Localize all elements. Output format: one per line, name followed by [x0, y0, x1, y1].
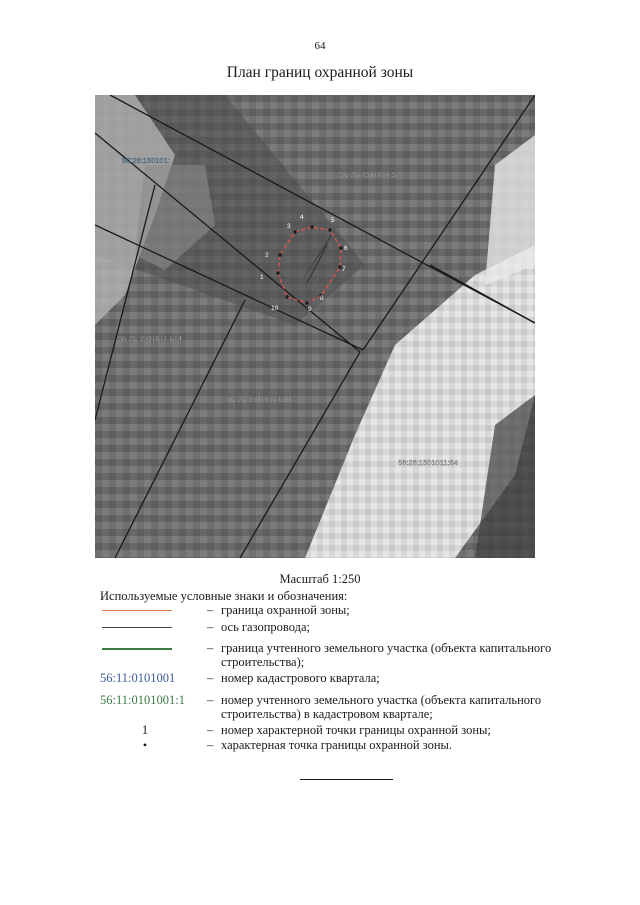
point-label: 2: [265, 252, 269, 259]
legend-text: номер учтенного земельного участка (объекта капитального строительства) в кадастровом квартале;: [221, 693, 542, 721]
legend-symbol: [100, 603, 178, 619]
point-label: 3: [287, 223, 291, 230]
zone-point: [276, 271, 279, 274]
point-label: 1: [260, 274, 264, 281]
point-dot-sample: •: [142, 738, 148, 752]
legend-text: ось газопровода;: [221, 620, 311, 634]
point-label: 4: [300, 214, 304, 221]
page-title: План границ охранной зоны: [226, 64, 414, 81]
point-label: 7: [342, 266, 346, 273]
zone-point: [278, 253, 281, 256]
parcel-label: 56:26:1501011:603: [227, 395, 292, 404]
point-label: 6: [344, 245, 348, 252]
parcel-label: 56:26:1501011:614: [118, 334, 183, 343]
point-label: 8: [320, 295, 324, 302]
parcel-line-swatch: [102, 648, 172, 650]
zone-point: [293, 230, 296, 233]
legend-text: граница охранной зоны;: [221, 603, 350, 617]
zone-point: [285, 295, 288, 298]
zone-point: [339, 246, 342, 249]
page-number: 64: [314, 40, 326, 52]
parcel-label: 56:26:150101:: [122, 156, 170, 165]
zone-line-swatch: [102, 610, 172, 611]
legend-text: характерная точка границы охранной зоны.: [221, 738, 453, 752]
parcel-number-sample: 56:11:0101001:1: [100, 693, 185, 707]
zone-point: [310, 225, 313, 228]
legend-heading: Используемые условные знаки и обозначения:: [100, 589, 348, 603]
point-number-sample: 1: [141, 723, 149, 737]
closing-rule: [300, 779, 393, 780]
axis-line-swatch: [102, 627, 172, 628]
point-label: 5: [331, 217, 335, 224]
point-label: 9: [308, 306, 312, 313]
legend-text: граница учтенного земельного участка (объекта капитального строительства);: [221, 641, 552, 669]
legend-text: номер характерной точки границы охранной зоны;: [221, 723, 491, 737]
parcel-label: 56:26:1501011:54: [398, 458, 458, 467]
zone-point: [328, 228, 331, 231]
legend-text: номер кадастрового квартала;: [221, 671, 380, 685]
map-canvas: [95, 95, 535, 558]
legend-symbol: [100, 620, 178, 636]
quarter-number-sample: 56:11:0101001: [100, 671, 176, 685]
point-label: 10: [271, 305, 279, 312]
zone-point: [305, 301, 308, 304]
map-scale: Масштаб 1:250: [279, 572, 361, 586]
cadastral-map: [95, 95, 535, 558]
parcel-label: 56:26:1501011:52: [340, 170, 400, 179]
legend-symbol: [100, 641, 178, 657]
